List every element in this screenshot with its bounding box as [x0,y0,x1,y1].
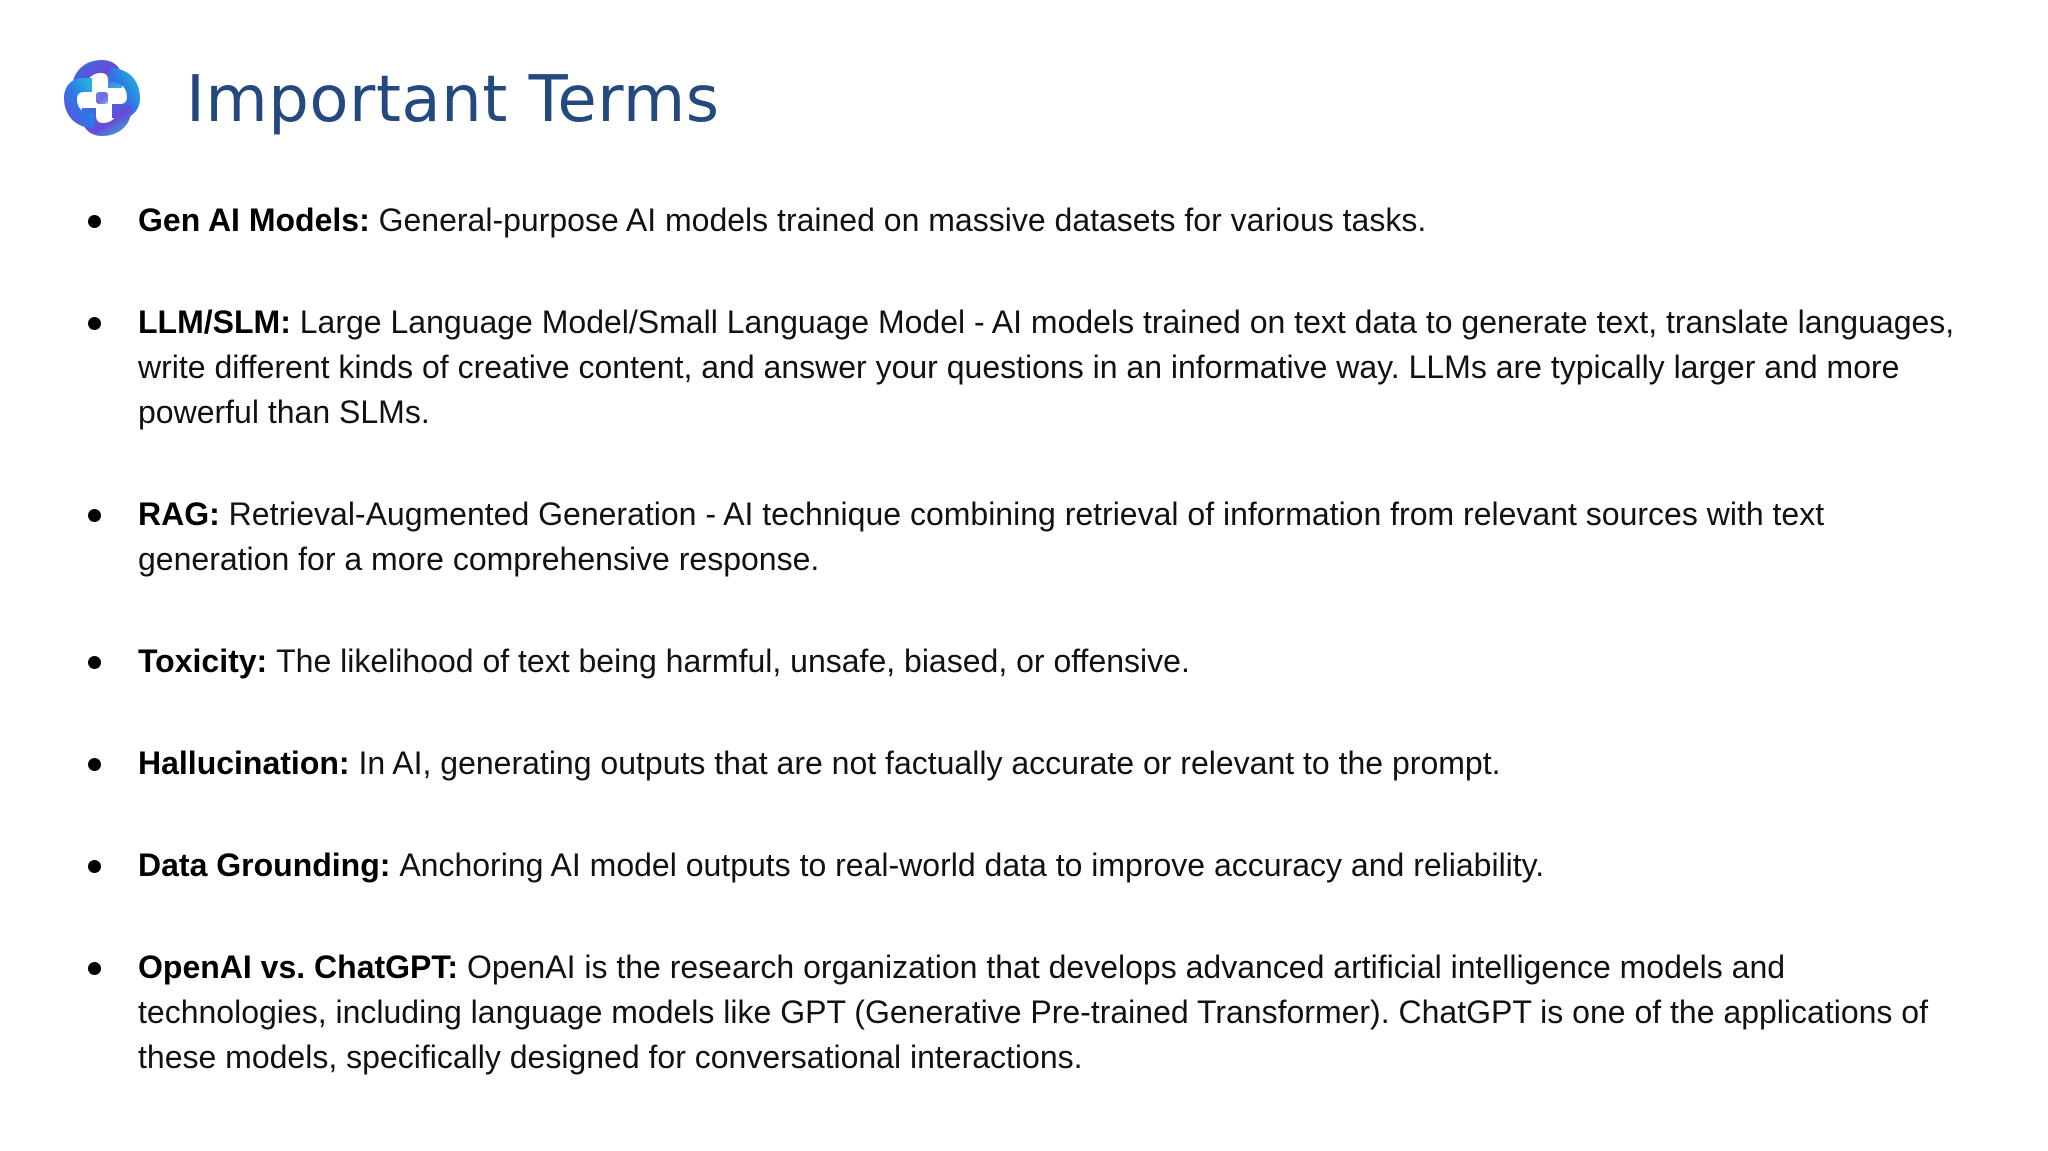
page-title: Important Terms [186,63,720,137]
list-item [84,843,1964,888]
list-item [84,945,1964,1080]
bullet-icon [88,215,101,228]
term-label: OpenAI vs. ChatGPT: [138,949,467,985]
list-item [84,198,1964,243]
bullet-icon [88,509,101,522]
bullet-icon [88,317,101,330]
bullet-icon [88,656,101,669]
term-label: Toxicity: [138,643,277,679]
bullet-icon [88,758,101,771]
term-definition: General-purpose AI models trained on massive datasets for various tasks. [378,202,1427,238]
term-label: Hallucination: [138,745,359,781]
term-definition: Large Language Model/Small Language Model - AI models trained on text data to generate text, translate languages, write different kinds of creative content, and answer your questions in an informative way. LLMs are typically larger and more powerful than SLMs. [138,304,1955,430]
list-item [84,300,1964,435]
knot-logo-icon [52,48,152,148]
terms-list [84,198,1964,1137]
bullet-icon [88,860,101,873]
slide-header [52,46,720,150]
term-definition: Anchoring AI model outputs to real-world data to improve accuracy and reliability. [399,847,1545,883]
term-definition: The likelihood of text being harmful, unsafe, biased, or offensive. [276,643,1190,679]
list-item [84,741,1964,786]
bullet-icon [88,962,101,975]
term-label: Data Grounding: [138,847,400,883]
list-item [84,639,1964,684]
term-label: RAG: [138,496,229,532]
term-label: LLM/SLM: [138,304,300,340]
list-item [84,492,1964,582]
term-definition: OpenAI is the research organization that develops advanced artificial intelligence models and technologies, including language models like GPT (Generative Pre-trained Transformer). ChatGPT is one of the applications of these models, specifically designed for conversational interactions. [138,949,1928,1075]
term-definition: In AI, generating outputs that are not factually accurate or relevant to the prompt. [358,745,1501,781]
term-label: Gen AI Models: [138,202,379,238]
term-definition: Retrieval-Augmented Generation - AI technique combining retrieval of information from relevant sources with text generation for a more comprehensive response. [138,496,1825,577]
